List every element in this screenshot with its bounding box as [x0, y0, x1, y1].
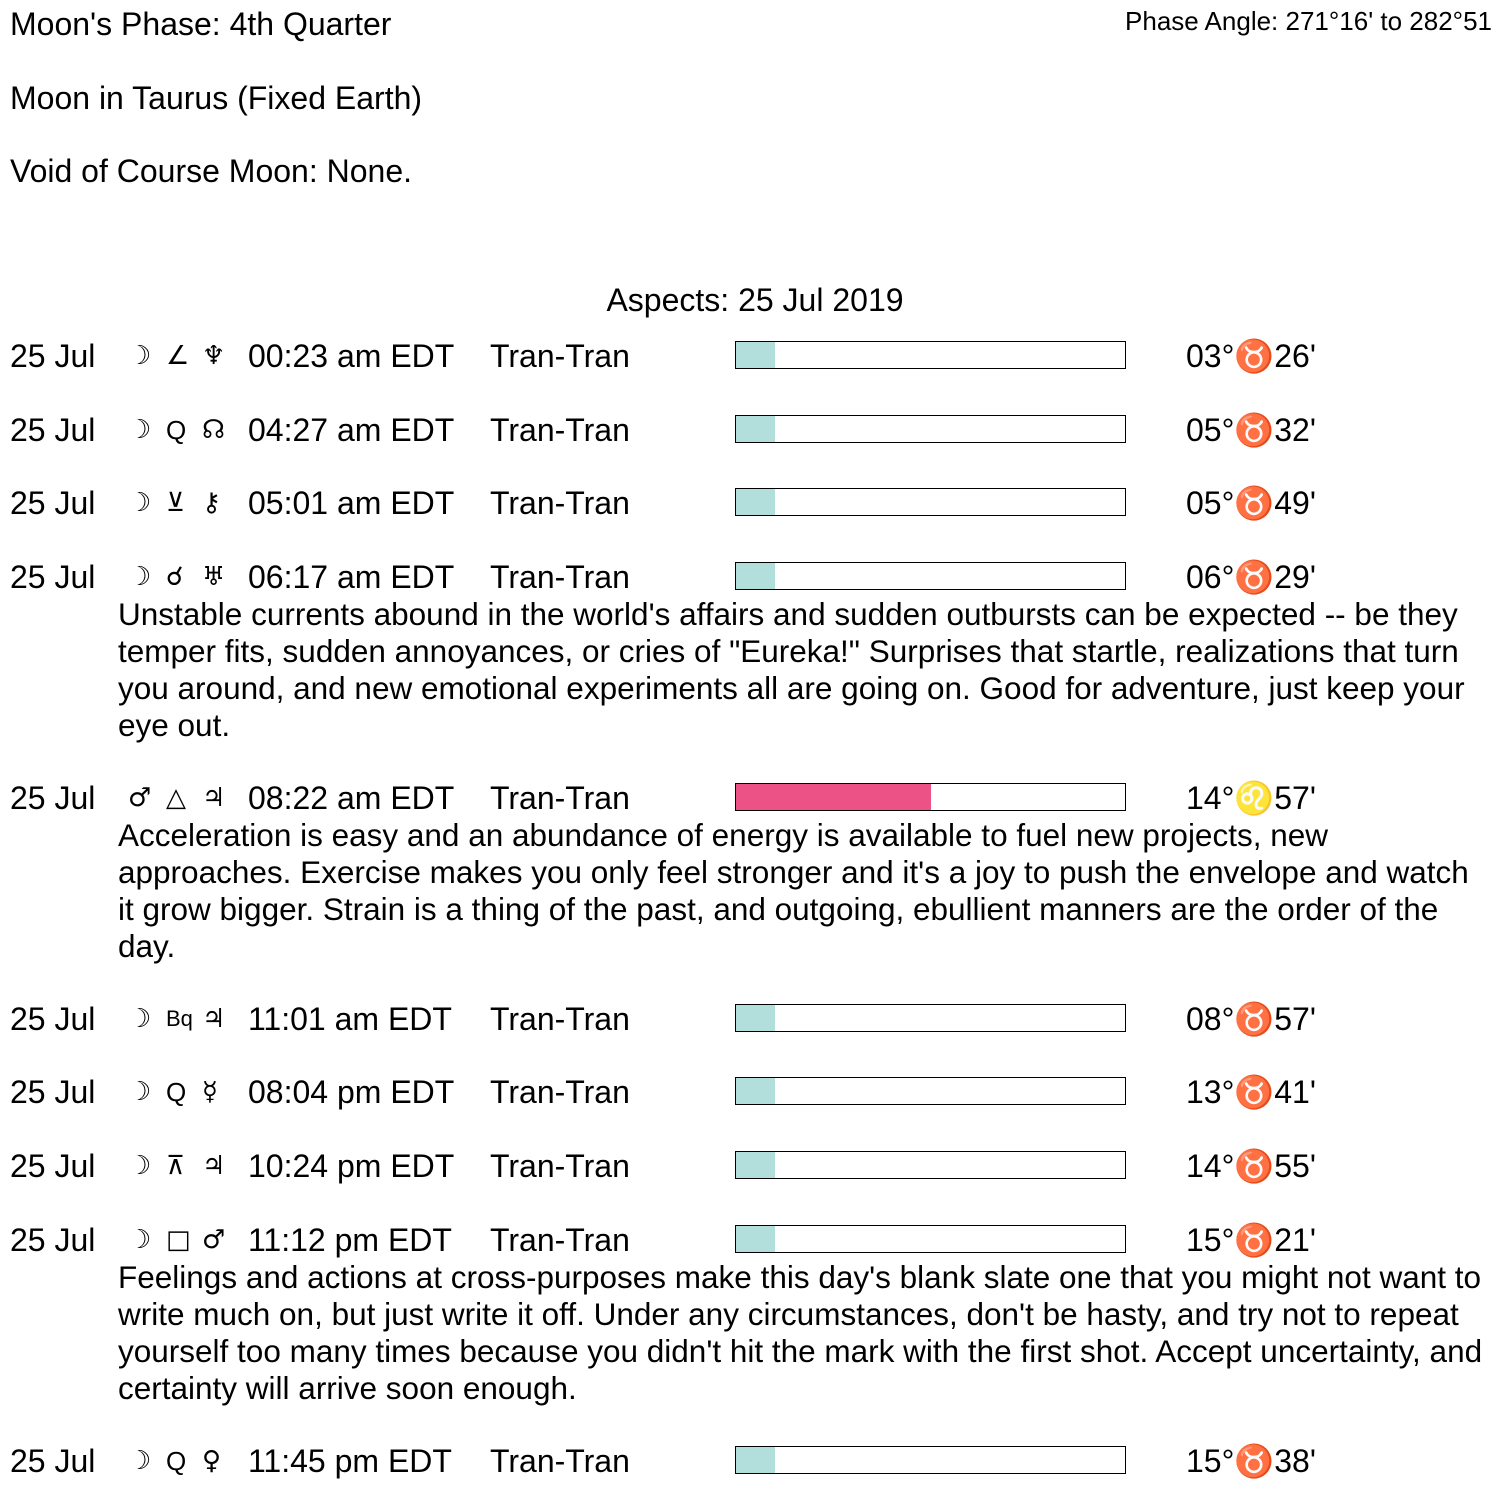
- aspect-kind: Tran-Tran: [490, 1148, 630, 1184]
- strength-bar: [735, 488, 1126, 516]
- aspect-position: 14°♉55': [1186, 1148, 1316, 1184]
- aspects-title: Aspects: 25 Jul 2019: [606, 282, 904, 318]
- aspect-position: 06°♉29': [1186, 559, 1316, 595]
- aspect-time: 08:22 am EDT: [248, 780, 455, 816]
- void-of-course: Void of Course Moon: None.: [10, 153, 413, 189]
- aspect-date: 25 Jul: [10, 412, 96, 448]
- aspect-row: [0, 410, 1496, 450]
- strength-bar-fill: [736, 1005, 775, 1031]
- strength-bar-fill: [736, 1152, 775, 1178]
- aspect-time: 04:27 am EDT: [248, 412, 455, 448]
- aspect-row: [0, 557, 1496, 597]
- aspect-time: 11:12 pm EDT: [248, 1222, 452, 1258]
- planet1-glyph-icon: ☽: [128, 562, 152, 592]
- planet1-glyph-icon: ☽: [128, 1004, 152, 1034]
- aspect-time: 11:45 pm EDT: [248, 1443, 452, 1479]
- strength-bar: [735, 1077, 1126, 1105]
- planet2-glyph-icon: ♃: [202, 1004, 226, 1034]
- strength-bar: [735, 415, 1126, 443]
- aspect-glyph-icon: △: [166, 783, 186, 813]
- planet2-glyph-icon: ♂: [202, 1225, 226, 1255]
- strength-bar: [735, 341, 1126, 369]
- strength-bar-fill: [736, 1447, 775, 1473]
- planet2-glyph-icon: ⚷: [202, 488, 222, 518]
- aspect-glyph-icon: ⊻: [166, 488, 186, 518]
- aspect-row: [0, 483, 1496, 523]
- aspect-glyph-icon: Q: [166, 1077, 187, 1107]
- aspect-kind: Tran-Tran: [490, 1001, 630, 1037]
- aspect-row: [0, 1220, 1496, 1260]
- planet1-glyph-icon: ☽: [128, 1151, 152, 1181]
- planet1-glyph-icon: ☽: [128, 1446, 152, 1476]
- aspect-time: 10:24 pm EDT: [248, 1148, 455, 1184]
- aspect-kind: Tran-Tran: [490, 1443, 630, 1479]
- planet2-glyph-icon: ♃: [202, 1151, 226, 1181]
- aspect-date: 25 Jul: [10, 780, 96, 816]
- aspect-position: 03°♉26': [1186, 338, 1316, 374]
- planet2-glyph-icon: ♀: [202, 1446, 222, 1476]
- aspect-date: 25 Jul: [10, 1148, 96, 1184]
- planet2-glyph-icon: ☿: [202, 1077, 218, 1107]
- moon-phase: Moon's Phase: 4th Quarter: [10, 6, 392, 42]
- aspect-date: 25 Jul: [10, 1074, 96, 1110]
- aspect-date: 25 Jul: [10, 1443, 96, 1479]
- planet1-glyph-icon: ☽: [128, 488, 152, 518]
- aspect-row: [0, 1441, 1496, 1481]
- aspect-kind: Tran-Tran: [490, 559, 630, 595]
- aspect-kind: Tran-Tran: [490, 1222, 630, 1258]
- moon-sign: Moon in Taurus (Fixed Earth): [10, 80, 423, 116]
- aspect-kind: Tran-Tran: [490, 338, 630, 374]
- strength-bar: [735, 1004, 1126, 1032]
- strength-bar: [735, 783, 1126, 811]
- planet1-glyph-icon: ☽: [128, 1225, 152, 1255]
- aspect-kind: Tran-Tran: [490, 780, 630, 816]
- strength-bar-fill: [736, 489, 775, 515]
- aspect-row: [0, 778, 1496, 818]
- strength-bar-fill: [736, 1078, 775, 1104]
- aspect-position: 14°♌57': [1186, 780, 1316, 816]
- aspect-row: [0, 999, 1496, 1039]
- strength-bar-fill: [736, 416, 775, 442]
- aspect-glyph-icon: Q: [166, 415, 187, 445]
- aspect-position: 08°♉57': [1186, 1001, 1316, 1037]
- planet1-glyph-icon: ☽: [128, 1077, 152, 1107]
- aspect-kind: Tran-Tran: [490, 485, 630, 521]
- strength-bar: [735, 1151, 1126, 1179]
- aspect-time: 05:01 am EDT: [248, 485, 455, 521]
- aspect-date: 25 Jul: [10, 485, 96, 521]
- aspect-description: Acceleration is easy and an abundance of energy is available to fuel new projects, new approaches. Exercise makes you only feel stronger and it's a joy to push the envelope and watch it grow bigger. Strain is a thing of the past, and outgoing, ebullient manners are the order of the day.: [118, 817, 1469, 964]
- aspect-date: 25 Jul: [10, 1222, 96, 1258]
- aspect-row: [0, 1146, 1496, 1186]
- aspect-row: [0, 1072, 1496, 1112]
- aspect-time: 06:17 am EDT: [248, 559, 455, 595]
- strength-bar-fill: [736, 342, 775, 368]
- aspect-kind: Tran-Tran: [490, 412, 630, 448]
- aspect-glyph-icon: ∠: [166, 341, 190, 371]
- strength-bar: [735, 1225, 1126, 1253]
- aspect-glyph-icon: Q: [166, 1446, 187, 1476]
- aspect-row: [0, 336, 1496, 376]
- aspect-kind: Tran-Tran: [490, 1074, 630, 1110]
- aspect-position: 05°♉32': [1186, 412, 1316, 448]
- aspect-time: 00:23 am EDT: [248, 338, 455, 374]
- planet2-glyph-icon: ♆: [202, 341, 226, 371]
- aspect-time: 11:01 am EDT: [248, 1001, 452, 1037]
- aspect-position: 13°♉41': [1186, 1074, 1316, 1110]
- planet1-glyph-icon: ♂: [128, 783, 152, 813]
- strength-bar-fill: [736, 1226, 775, 1252]
- aspect-glyph-icon: Bq: [166, 1006, 193, 1031]
- planet1-glyph-icon: ☽: [128, 415, 152, 445]
- aspect-position: 15°♉38': [1186, 1443, 1316, 1479]
- planet1-glyph-icon: ☽: [128, 341, 152, 371]
- aspect-date: 25 Jul: [10, 338, 96, 374]
- aspect-description: Feelings and actions at cross-purposes make this day's blank slate one that you might not want to write much on, but just write it off. Under any circumstances, don't be hasty, and try not to repeat yourself too many times because you didn't hit the mark with the first shot. Accept uncertainty, and certainty will arrive soon enough.: [118, 1259, 1483, 1406]
- planet2-glyph-icon: ☊: [202, 415, 226, 445]
- planet2-glyph-icon: ♅: [202, 562, 226, 592]
- planet2-glyph-icon: ♃: [202, 783, 226, 813]
- aspect-date: 25 Jul: [10, 559, 96, 595]
- strength-bar: [735, 1446, 1126, 1474]
- strength-bar-fill: [736, 563, 775, 589]
- aspect-time: 08:04 pm EDT: [248, 1074, 455, 1110]
- aspect-glyph-icon: ☌: [166, 562, 184, 592]
- phase-angle: Phase Angle: 271°16' to 282°51: [1125, 6, 1492, 36]
- strength-bar: [735, 562, 1126, 590]
- aspect-glyph-icon: ⊼: [166, 1151, 186, 1181]
- aspect-position: 05°♉49': [1186, 485, 1316, 521]
- aspect-position: 15°♉21': [1186, 1222, 1316, 1258]
- aspect-date: 25 Jul: [10, 1001, 96, 1037]
- aspect-glyph-icon: □: [166, 1225, 191, 1255]
- strength-bar-fill: [736, 784, 931, 810]
- aspect-description: Unstable currents abound in the world's affairs and sudden outbursts can be expected -- be they temper fits, sudden annoyances, or cries of "Eureka!" Surprises that startle, realizations that turn you around, and new emotional experiments all are going on. Good for adventure, just keep your eye out.: [118, 596, 1465, 743]
